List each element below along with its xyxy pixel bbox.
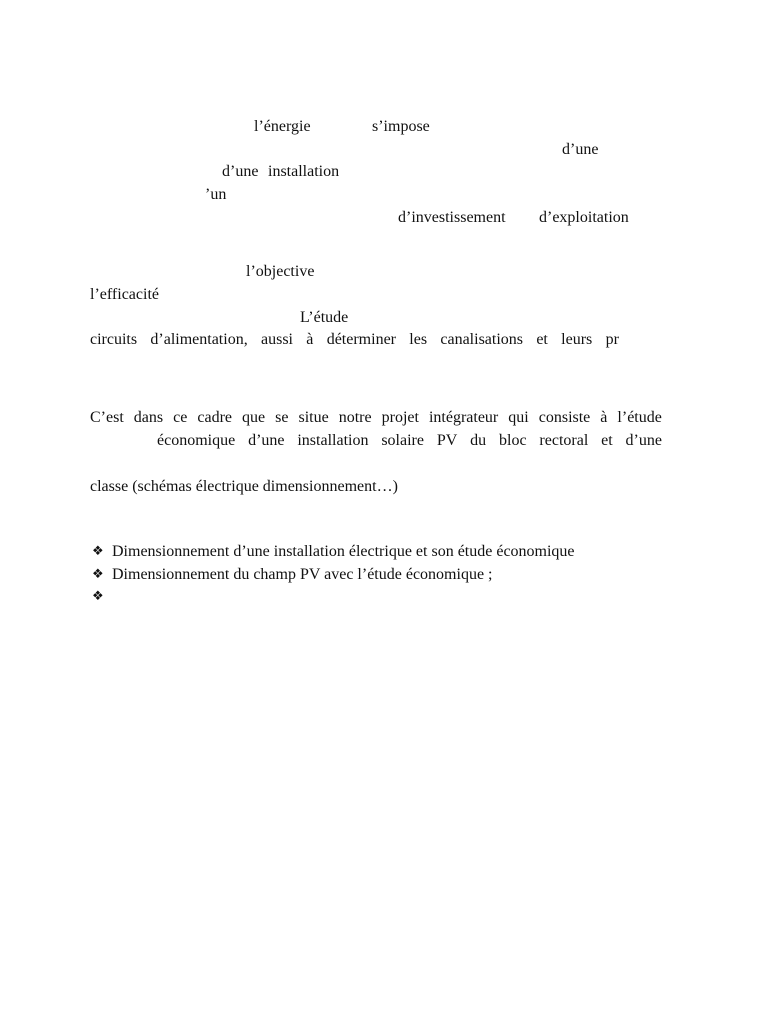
text-fragment-objective: l’objective (246, 263, 315, 280)
list-item (92, 565, 493, 585)
diamond-bullet-icon: ❖ (92, 544, 104, 559)
word: solaire (381, 432, 424, 449)
word: à (306, 331, 314, 348)
paragraph-line-1 (90, 408, 662, 428)
word: projet (381, 409, 419, 426)
word: déterminer (326, 331, 396, 348)
text-fragment-efficacite: l’efficacité (90, 286, 159, 303)
word: se (275, 409, 289, 426)
word: notre (338, 409, 372, 426)
list-item-text: Dimensionnement d’une installation électrique et son étude économique (112, 543, 575, 560)
paragraph-line-3: classe (schémas électrique dimensionnement…) (90, 478, 398, 495)
word: bloc (499, 432, 527, 449)
word: dans (133, 409, 164, 426)
word: d’une (625, 432, 662, 449)
text-fragment-dune-2: d’une (222, 163, 259, 180)
list-item (92, 542, 575, 562)
word: l’étude (617, 409, 662, 426)
text-fragment-installation: installation (268, 163, 340, 180)
diamond-bullet-icon: ❖ (92, 567, 104, 582)
list-item-text: Dimensionnement du champ PV avec l’étude économique ; (112, 566, 493, 583)
list-item (92, 587, 112, 607)
word: situe (298, 409, 329, 426)
text-fragment-investissement: d’investissement (398, 209, 506, 226)
text-fragment-dune: d’une (562, 141, 599, 158)
word: et (601, 432, 613, 449)
word: ce (173, 409, 188, 426)
word: économique (157, 432, 236, 449)
diamond-bullet-icon: ❖ (92, 589, 104, 604)
text-fragment-simpose: s’impose (372, 118, 430, 135)
word: aussi (261, 331, 293, 348)
paragraph-line-2 (157, 431, 662, 451)
word: C’est (90, 409, 124, 426)
word: leurs (561, 331, 593, 348)
word: les (409, 331, 428, 348)
word: rectoral (539, 432, 589, 449)
text-fragment-exploitation: d’exploitation (539, 209, 629, 226)
word: circuits (90, 331, 138, 348)
word: pr (605, 331, 619, 348)
word: intégrateur (428, 409, 499, 426)
word: qui (508, 409, 529, 426)
word: d’alimentation, (150, 331, 248, 348)
word: et (536, 331, 548, 348)
word: PV (436, 432, 458, 449)
word: canalisations (440, 331, 524, 348)
word: du (470, 432, 487, 449)
word: installation (297, 432, 369, 449)
text-fragment-energie: l’énergie (254, 118, 311, 135)
word: que (242, 409, 266, 426)
word: à (600, 409, 608, 426)
text-fragment-etude: L’étude (300, 309, 349, 326)
text-fragment-un: ’un (205, 186, 227, 203)
word: cadre (197, 409, 232, 426)
word: d’une (248, 432, 285, 449)
text-line-circuits (90, 330, 619, 350)
word: consiste (538, 409, 591, 426)
